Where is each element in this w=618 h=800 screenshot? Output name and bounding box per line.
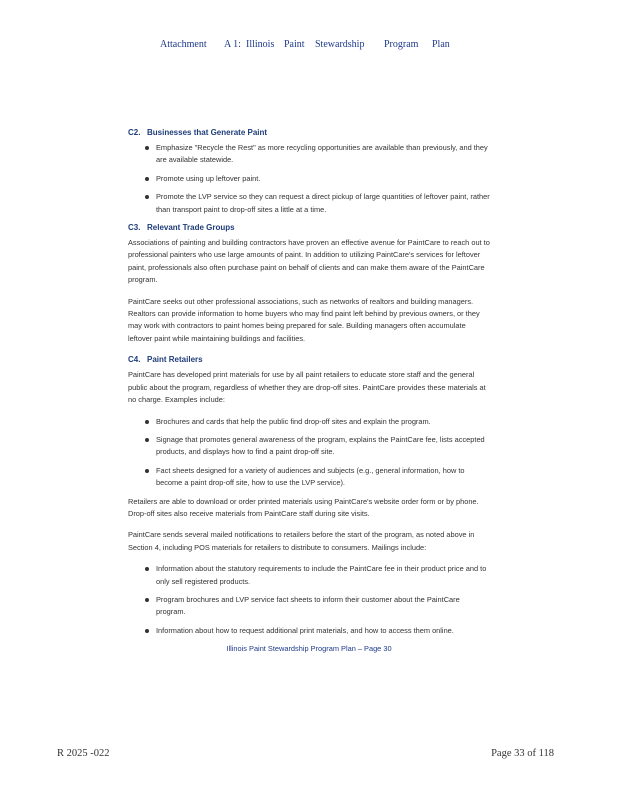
list-item-text: Program brochures and LVP service fact sheets to inform their customer about the PaintCare program. — [156, 594, 460, 617]
list-item-text: Signage that promotes general awareness of the program, explains the PaintCare fee, lists accepted products, and displays how to find a paint drop-off site. — [156, 434, 485, 457]
plan-page-footer: Illinois Paint Stewardship Program Plan – Page 30 — [226, 644, 392, 653]
header-word: Attachment — [160, 39, 207, 50]
page-number: Page 33 of 118 — [491, 748, 554, 759]
header-word: Program — [384, 39, 419, 50]
header-word: A 1: — [224, 39, 241, 50]
bullet-dot-icon — [145, 438, 149, 442]
attachment-header — [0, 39, 618, 53]
list-item — [128, 191, 490, 216]
header-word: Illinois — [246, 39, 275, 50]
list-item-text: Brochures and cards that help the public find drop-off sites and explain the program. — [156, 416, 431, 426]
header-word: Plan — [432, 39, 450, 50]
paragraph: PaintCare sends several mailed notifications to retailers before the start of the program, as noted above in Section 4, including POS materials for retailers to distribute to consumers. Mailings include: — [128, 530, 475, 552]
list-item — [128, 594, 490, 619]
bullet-dot-icon — [145, 567, 149, 571]
section-number: C3. — [128, 223, 141, 233]
list-item-text: Promote the LVP service so they can request a direct pickup of large quantities of leftover paint, rather than transport paint to drop-off sites a little at a time. — [156, 192, 490, 214]
bullet-dot-icon — [145, 598, 149, 602]
section-heading — [128, 222, 490, 234]
bullet-list — [128, 563, 490, 637]
list-item — [128, 434, 490, 459]
bullet-dot-icon — [145, 195, 149, 199]
list-item — [128, 142, 490, 167]
header-word: Paint — [284, 39, 305, 50]
paragraph: Associations of painting and building contractors have proven an effective avenue for PaintCare to reach out to professional painters who use large amounts of paint. In addition to utilizing PaintCare's services for leftover paint, professionals also often purchase paint on behalf of clients and can make them aware of the PaintCare program. — [128, 238, 490, 285]
bullet-list — [128, 416, 490, 490]
report-number: R 2025 -022 — [57, 748, 110, 759]
section-title: Paint Retailers — [147, 355, 203, 365]
list-item-text: Fact sheets designed for a variety of audiences and subjects (e.g., general information, how to become a paint drop-off site, how to use the LVP service). — [156, 465, 465, 488]
list-item — [128, 173, 490, 185]
section-title: Businesses that Generate Paint — [147, 128, 268, 137]
list-item-text: Promote using up leftover paint. — [156, 173, 261, 183]
list-item — [128, 625, 490, 637]
header-word: Stewardship — [315, 39, 365, 50]
paragraph: Retailers are able to download or order printed materials using PaintCare's website order form or by phone. Drop-off sites also receive materials from PaintCare staff during site visits. — [128, 496, 479, 518]
section-heading — [128, 354, 490, 366]
section-heading — [128, 127, 490, 139]
section-title: Relevant Trade Groups — [147, 223, 235, 233]
list-item — [128, 416, 490, 428]
paragraph: PaintCare seeks out other professional associations, such as networks of realtors and building managers. Realtors can provide information to home buyers who may find paint left behind by previous owners, or they may work with contractors to paint homes being prepared for sale. Building managers often accumulate leftover paint while maintaining buildings and facilities. — [128, 296, 480, 343]
list-item-text: Information about the statutory requirements to include the PaintCare fee in their product price and to only sell registered products. — [156, 564, 487, 586]
bullet-dot-icon — [145, 420, 149, 424]
list-item — [128, 563, 490, 588]
bullet-dot-icon — [145, 469, 149, 473]
bullet-dot-icon — [145, 177, 149, 181]
bullet-dot-icon — [145, 146, 149, 150]
paragraph: PaintCare has developed print materials for use by all paint retailers to educate store staff and the general public about the program, regardless of whether they are drop-off sites. PaintCare provides these materials at no charge. Examples include: — [128, 370, 486, 405]
document-body — [128, 127, 490, 643]
section-number: C4. — [128, 355, 141, 365]
bullet-list — [128, 142, 490, 216]
bullet-dot-icon — [145, 629, 149, 633]
list-item-text: Information about how to request additional print materials, and how to access them online. — [156, 625, 454, 635]
list-item — [128, 465, 490, 490]
list-item-text: Emphasize "Recycle the Rest" as more recycling opportunities are available than previously, and they are available statewide. — [156, 143, 488, 165]
section-number: C2. — [128, 128, 141, 137]
